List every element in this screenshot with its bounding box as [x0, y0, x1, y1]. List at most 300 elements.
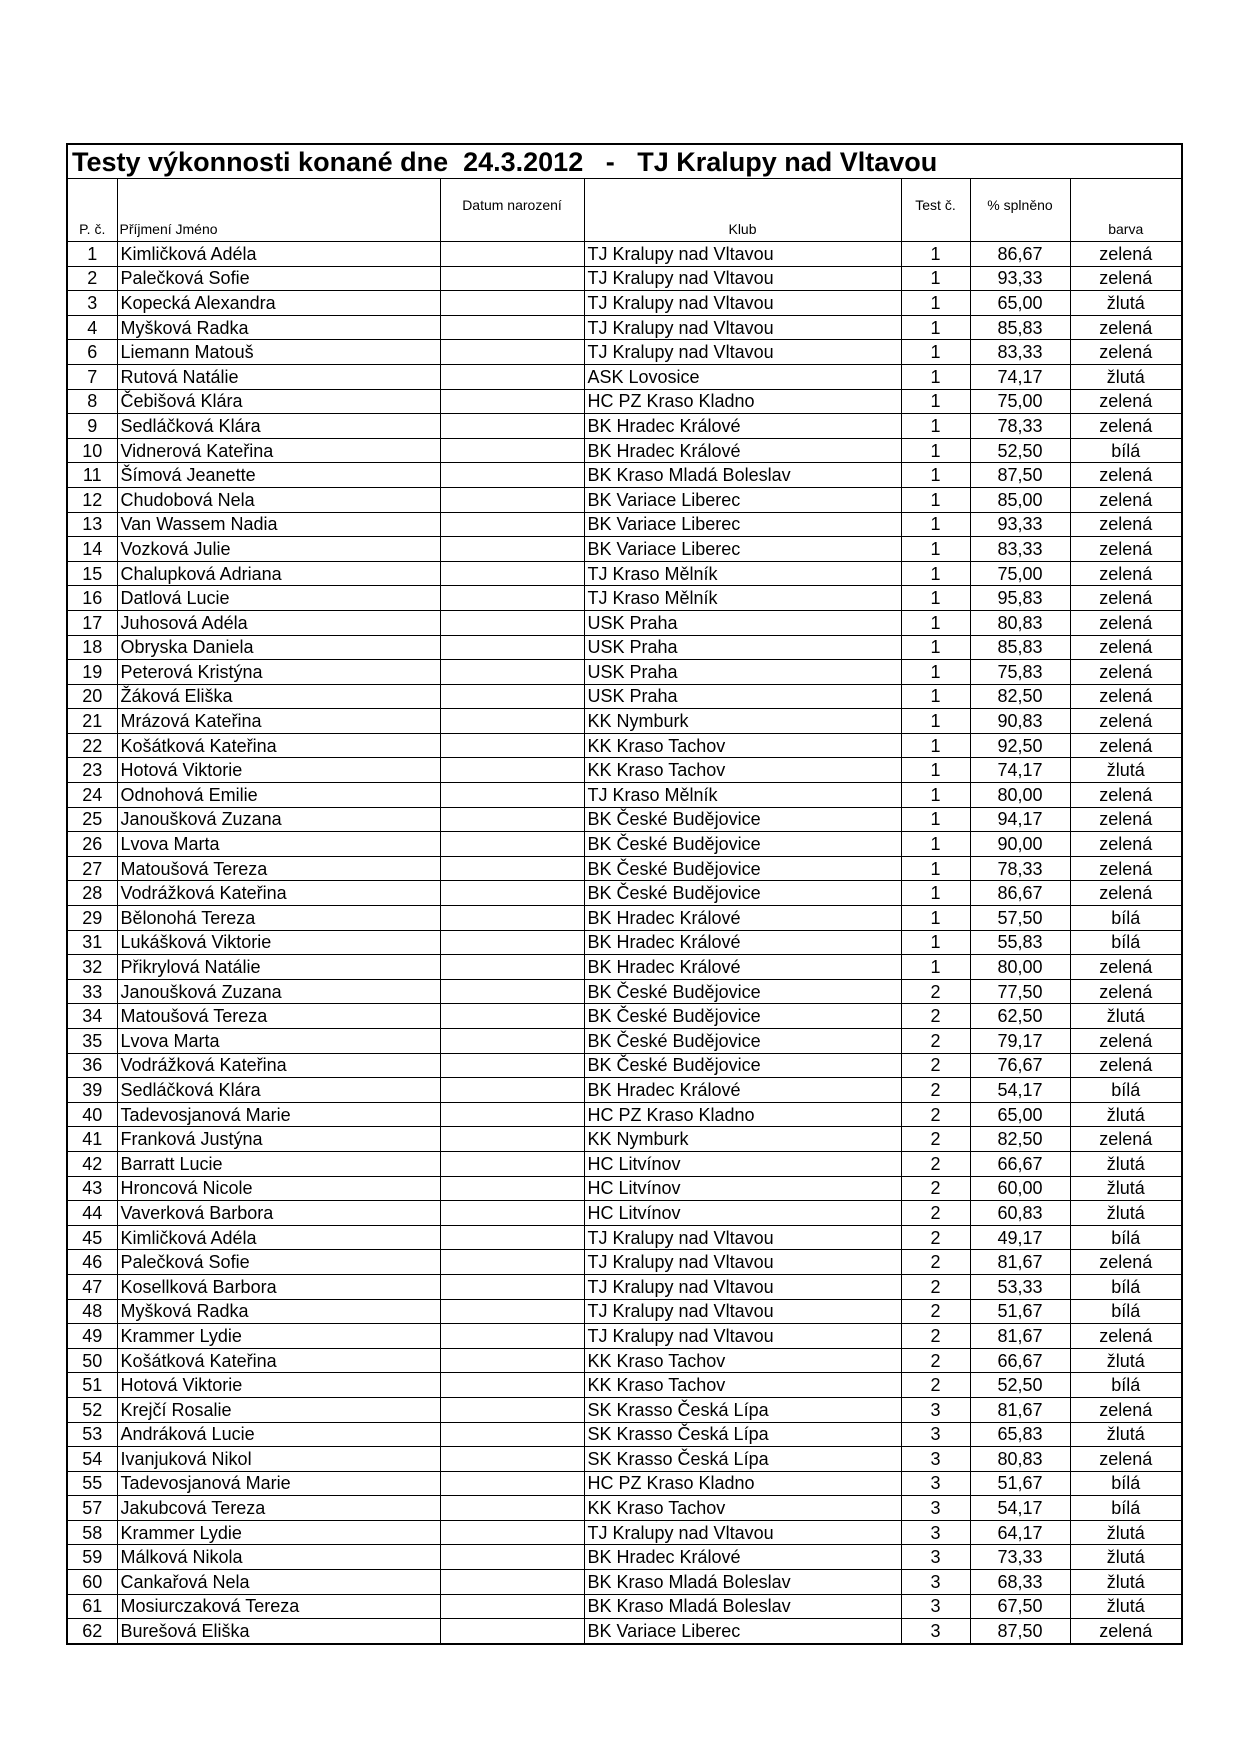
table-row [68, 1102, 1181, 1127]
cell-club: BK Hradec Králové [584, 438, 901, 463]
table-row [68, 561, 1181, 586]
cell-name: Myšková Radka [117, 1299, 440, 1324]
cell-percent-completed: 74,17 [970, 364, 1070, 389]
cell-number: 21 [68, 709, 117, 734]
cell-test-number: 1 [901, 758, 970, 783]
cell-name: Cankařová Nela [117, 1570, 440, 1595]
cell-number: 43 [68, 1176, 117, 1201]
cell-number: 58 [68, 1520, 117, 1545]
cell-birthdate [440, 1471, 584, 1496]
cell-percent-completed: 87,50 [970, 1619, 1070, 1644]
results-table [68, 179, 1181, 1643]
cell-percent-completed: 67,50 [970, 1594, 1070, 1619]
cell-test-number: 2 [901, 1274, 970, 1299]
cell-test-number: 1 [901, 364, 970, 389]
cell-number: 16 [68, 586, 117, 611]
cell-percent-completed: 53,33 [970, 1274, 1070, 1299]
cell-birthdate [440, 1274, 584, 1299]
cell-color: žlutá [1070, 1176, 1181, 1201]
cell-color: zelená [1070, 660, 1181, 685]
cell-number: 11 [68, 463, 117, 488]
cell-color: zelená [1070, 1447, 1181, 1472]
cell-test-number: 2 [901, 1201, 970, 1226]
cell-percent-completed: 75,00 [970, 389, 1070, 414]
cell-color: žlutá [1070, 1594, 1181, 1619]
cell-test-number: 1 [901, 291, 970, 316]
header-number: P. č. [68, 179, 117, 242]
cell-percent-completed: 90,83 [970, 709, 1070, 734]
cell-percent-completed: 65,00 [970, 1102, 1070, 1127]
cell-name: Palečková Sofie [117, 1250, 440, 1275]
cell-number: 47 [68, 1274, 117, 1299]
cell-number: 51 [68, 1373, 117, 1398]
table-row [68, 315, 1181, 340]
table-row [68, 340, 1181, 365]
cell-club: BK České Budějovice [584, 979, 901, 1004]
table-row [68, 1422, 1181, 1447]
cell-number: 29 [68, 906, 117, 931]
cell-percent-completed: 95,83 [970, 586, 1070, 611]
cell-birthdate [440, 1348, 584, 1373]
table-row [68, 266, 1181, 291]
cell-number: 23 [68, 758, 117, 783]
cell-name: Van Wassem Nadia [117, 512, 440, 537]
cell-number: 17 [68, 610, 117, 635]
cell-test-number: 3 [901, 1545, 970, 1570]
header-club: Klub [584, 179, 901, 242]
cell-club: BK Kraso Mladá Boleslav [584, 1570, 901, 1595]
cell-number: 49 [68, 1324, 117, 1349]
cell-color: zelená [1070, 340, 1181, 365]
cell-test-number: 1 [901, 856, 970, 881]
cell-percent-completed: 81,67 [970, 1250, 1070, 1275]
cell-percent-completed: 76,67 [970, 1053, 1070, 1078]
cell-color: zelená [1070, 561, 1181, 586]
table-row [68, 1545, 1181, 1570]
cell-test-number: 1 [901, 881, 970, 906]
cell-color: zelená [1070, 1619, 1181, 1644]
cell-number: 34 [68, 1004, 117, 1029]
cell-number: 19 [68, 660, 117, 685]
cell-percent-completed: 74,17 [970, 758, 1070, 783]
cell-number: 25 [68, 807, 117, 832]
cell-birthdate [440, 1225, 584, 1250]
cell-percent-completed: 49,17 [970, 1225, 1070, 1250]
cell-percent-completed: 81,67 [970, 1324, 1070, 1349]
cell-birthdate [440, 586, 584, 611]
cell-color: zelená [1070, 881, 1181, 906]
cell-club: HC Litvínov [584, 1201, 901, 1226]
table-row [68, 906, 1181, 931]
cell-birthdate [440, 463, 584, 488]
cell-name: Krammer Lydie [117, 1324, 440, 1349]
table-row [68, 242, 1181, 267]
cell-color: bílá [1070, 1274, 1181, 1299]
cell-test-number: 1 [901, 463, 970, 488]
cell-birthdate [440, 1102, 584, 1127]
cell-club: HC PZ Kraso Kladno [584, 1102, 901, 1127]
cell-club: TJ Kralupy nad Vltavou [584, 315, 901, 340]
cell-birthdate [440, 1151, 584, 1176]
table-row [68, 807, 1181, 832]
cell-name: Kosellková Barbora [117, 1274, 440, 1299]
cell-color: bílá [1070, 1225, 1181, 1250]
cell-club: TJ Kraso Mělník [584, 586, 901, 611]
results-body [68, 242, 1181, 1644]
cell-test-number: 1 [901, 315, 970, 340]
cell-birthdate [440, 537, 584, 562]
cell-birthdate [440, 955, 584, 980]
cell-birthdate [440, 1029, 584, 1054]
cell-test-number: 1 [901, 709, 970, 734]
table-row [68, 1078, 1181, 1103]
table-row [68, 389, 1181, 414]
cell-birthdate [440, 807, 584, 832]
cell-percent-completed: 79,17 [970, 1029, 1070, 1054]
cell-color: zelená [1070, 512, 1181, 537]
cell-percent-completed: 93,33 [970, 512, 1070, 537]
table-row [68, 1324, 1181, 1349]
cell-color: žlutá [1070, 1004, 1181, 1029]
cell-percent-completed: 85,83 [970, 315, 1070, 340]
cell-club: KK Nymburk [584, 709, 901, 734]
cell-club: HC Litvínov [584, 1176, 901, 1201]
header-birthdate: Datum narození [440, 179, 584, 242]
cell-percent-completed: 73,33 [970, 1545, 1070, 1570]
cell-number: 13 [68, 512, 117, 537]
cell-test-number: 2 [901, 1127, 970, 1152]
table-row [68, 709, 1181, 734]
cell-birthdate [440, 1299, 584, 1324]
cell-percent-completed: 86,67 [970, 881, 1070, 906]
table-row [68, 832, 1181, 857]
cell-number: 26 [68, 832, 117, 857]
cell-test-number: 1 [901, 635, 970, 660]
cell-color: bílá [1070, 930, 1181, 955]
cell-name: Vodrážková Kateřina [117, 881, 440, 906]
table-row [68, 1619, 1181, 1644]
table-row [68, 1176, 1181, 1201]
cell-test-number: 2 [901, 1053, 970, 1078]
cell-club: USK Praha [584, 635, 901, 660]
cell-club: HC PZ Kraso Kladno [584, 389, 901, 414]
table-row [68, 955, 1181, 980]
cell-club: BK České Budějovice [584, 807, 901, 832]
cell-name: Datlová Lucie [117, 586, 440, 611]
cell-birthdate [440, 512, 584, 537]
cell-number: 28 [68, 881, 117, 906]
table-row [68, 684, 1181, 709]
cell-color: žlutá [1070, 1201, 1181, 1226]
table-row [68, 1274, 1181, 1299]
cell-birthdate [440, 1496, 584, 1521]
cell-number: 22 [68, 733, 117, 758]
cell-birthdate [440, 881, 584, 906]
cell-birthdate [440, 1619, 584, 1644]
cell-number: 44 [68, 1201, 117, 1226]
table-row [68, 537, 1181, 562]
cell-number: 8 [68, 389, 117, 414]
cell-color: bílá [1070, 1471, 1181, 1496]
cell-color: zelená [1070, 315, 1181, 340]
cell-test-number: 2 [901, 1250, 970, 1275]
table-row [68, 979, 1181, 1004]
cell-test-number: 1 [901, 955, 970, 980]
cell-percent-completed: 54,17 [970, 1078, 1070, 1103]
cell-birthdate [440, 414, 584, 439]
cell-number: 1 [68, 242, 117, 267]
cell-birthdate [440, 1176, 584, 1201]
cell-color: zelená [1070, 1250, 1181, 1275]
cell-test-number: 1 [901, 389, 970, 414]
cell-percent-completed: 90,00 [970, 832, 1070, 857]
cell-number: 18 [68, 635, 117, 660]
cell-name: Jakubcová Tereza [117, 1496, 440, 1521]
cell-color: žlutá [1070, 364, 1181, 389]
cell-percent-completed: 85,00 [970, 487, 1070, 512]
cell-club: TJ Kralupy nad Vltavou [584, 1520, 901, 1545]
cell-percent-completed: 52,50 [970, 1373, 1070, 1398]
cell-club: BK Kraso Mladá Boleslav [584, 1594, 901, 1619]
cell-name: Kopecká Alexandra [117, 291, 440, 316]
cell-birthdate [440, 684, 584, 709]
cell-name: Odnohová Emilie [117, 783, 440, 808]
table-row [68, 364, 1181, 389]
cell-name: Matoušová Tereza [117, 856, 440, 881]
cell-birthdate [440, 856, 584, 881]
cell-number: 53 [68, 1422, 117, 1447]
cell-color: zelená [1070, 733, 1181, 758]
cell-color: zelená [1070, 487, 1181, 512]
cell-number: 48 [68, 1299, 117, 1324]
cell-color: bílá [1070, 1496, 1181, 1521]
cell-birthdate [440, 1373, 584, 1398]
cell-birthdate [440, 733, 584, 758]
table-row [68, 1151, 1181, 1176]
cell-name: Liemann Matouš [117, 340, 440, 365]
cell-test-number: 3 [901, 1520, 970, 1545]
cell-name: Mrázová Kateřina [117, 709, 440, 734]
cell-club: USK Praha [584, 684, 901, 709]
header-row [68, 179, 1181, 242]
cell-test-number: 1 [901, 733, 970, 758]
table-row [68, 660, 1181, 685]
cell-club: USK Praha [584, 610, 901, 635]
cell-number: 36 [68, 1053, 117, 1078]
cell-color: zelená [1070, 1053, 1181, 1078]
cell-color: žlutá [1070, 1422, 1181, 1447]
cell-birthdate [440, 979, 584, 1004]
cell-color: zelená [1070, 266, 1181, 291]
cell-percent-completed: 75,83 [970, 660, 1070, 685]
table-row [68, 438, 1181, 463]
cell-test-number: 2 [901, 1225, 970, 1250]
cell-percent-completed: 60,83 [970, 1201, 1070, 1226]
cell-club: TJ Kraso Mělník [584, 561, 901, 586]
table-row [68, 610, 1181, 635]
cell-club: BK České Budějovice [584, 1053, 901, 1078]
cell-color: žlutá [1070, 1545, 1181, 1570]
cell-name: Chudobová Nela [117, 487, 440, 512]
cell-percent-completed: 66,67 [970, 1348, 1070, 1373]
table-row [68, 1447, 1181, 1472]
cell-test-number: 3 [901, 1422, 970, 1447]
cell-birthdate [440, 242, 584, 267]
cell-test-number: 3 [901, 1570, 970, 1595]
table-row [68, 487, 1181, 512]
cell-club: TJ Kralupy nad Vltavou [584, 340, 901, 365]
cell-color: zelená [1070, 1324, 1181, 1349]
cell-percent-completed: 78,33 [970, 414, 1070, 439]
cell-name: Bělonohá Tereza [117, 906, 440, 931]
cell-number: 14 [68, 537, 117, 562]
cell-color: zelená [1070, 586, 1181, 611]
cell-percent-completed: 78,33 [970, 856, 1070, 881]
cell-birthdate [440, 1422, 584, 1447]
cell-birthdate [440, 832, 584, 857]
cell-color: zelená [1070, 242, 1181, 267]
cell-number: 35 [68, 1029, 117, 1054]
cell-test-number: 1 [901, 340, 970, 365]
cell-test-number: 2 [901, 1176, 970, 1201]
cell-color: zelená [1070, 783, 1181, 808]
cell-birthdate [440, 1127, 584, 1152]
cell-name: Lvova Marta [117, 832, 440, 857]
cell-test-number: 1 [901, 930, 970, 955]
cell-number: 50 [68, 1348, 117, 1373]
table-row [68, 856, 1181, 881]
cell-birthdate [440, 758, 584, 783]
cell-number: 59 [68, 1545, 117, 1570]
cell-club: KK Kraso Tachov [584, 733, 901, 758]
cell-color: žlutá [1070, 1348, 1181, 1373]
cell-number: 4 [68, 315, 117, 340]
cell-name: Rutová Natálie [117, 364, 440, 389]
cell-percent-completed: 55,83 [970, 930, 1070, 955]
cell-name: Peterová Kristýna [117, 660, 440, 685]
cell-birthdate [440, 389, 584, 414]
cell-name: Ivanjuková Nikol [117, 1447, 440, 1472]
cell-club: TJ Kralupy nad Vltavou [584, 1324, 901, 1349]
cell-birthdate [440, 1570, 584, 1595]
cell-test-number: 3 [901, 1397, 970, 1422]
cell-club: BK České Budějovice [584, 832, 901, 857]
cell-name: Košátková Kateřina [117, 733, 440, 758]
cell-name: Obryska Daniela [117, 635, 440, 660]
cell-test-number: 1 [901, 487, 970, 512]
cell-birthdate [440, 1545, 584, 1570]
cell-percent-completed: 51,67 [970, 1299, 1070, 1324]
cell-club: BK Variace Liberec [584, 512, 901, 537]
cell-test-number: 3 [901, 1496, 970, 1521]
cell-birthdate [440, 561, 584, 586]
cell-test-number: 2 [901, 1348, 970, 1373]
cell-club: KK Kraso Tachov [584, 1348, 901, 1373]
cell-birthdate [440, 783, 584, 808]
cell-club: TJ Kraso Mělník [584, 783, 901, 808]
cell-club: HC Litvínov [584, 1151, 901, 1176]
cell-club: SK Krasso Česká Lípa [584, 1397, 901, 1422]
cell-number: 2 [68, 266, 117, 291]
cell-club: BK Hradec Králové [584, 906, 901, 931]
table-row [68, 1570, 1181, 1595]
cell-name: Hotová Viktorie [117, 758, 440, 783]
table-row [68, 414, 1181, 439]
table-row [68, 1348, 1181, 1373]
cell-percent-completed: 87,50 [970, 463, 1070, 488]
cell-number: 54 [68, 1447, 117, 1472]
cell-club: BK České Budějovice [584, 1004, 901, 1029]
cell-number: 40 [68, 1102, 117, 1127]
cell-test-number: 1 [901, 266, 970, 291]
cell-percent-completed: 80,83 [970, 610, 1070, 635]
cell-number: 62 [68, 1619, 117, 1644]
cell-percent-completed: 93,33 [970, 266, 1070, 291]
cell-club: USK Praha [584, 660, 901, 685]
cell-club: BK České Budějovice [584, 881, 901, 906]
cell-birthdate [440, 487, 584, 512]
table-row [68, 1373, 1181, 1398]
cell-test-number: 3 [901, 1471, 970, 1496]
cell-color: žlutá [1070, 1570, 1181, 1595]
cell-birthdate [440, 1053, 584, 1078]
cell-test-number: 2 [901, 1102, 970, 1127]
cell-percent-completed: 80,00 [970, 955, 1070, 980]
cell-test-number: 1 [901, 783, 970, 808]
cell-percent-completed: 68,33 [970, 1570, 1070, 1595]
cell-number: 15 [68, 561, 117, 586]
cell-percent-completed: 52,50 [970, 438, 1070, 463]
cell-club: BK Hradec Králové [584, 1078, 901, 1103]
cell-birthdate [440, 291, 584, 316]
cell-percent-completed: 66,67 [970, 1151, 1070, 1176]
cell-name: Chalupková Adriana [117, 561, 440, 586]
cell-color: bílá [1070, 906, 1181, 931]
cell-color: zelená [1070, 635, 1181, 660]
table-row [68, 1250, 1181, 1275]
cell-birthdate [440, 1447, 584, 1472]
cell-color: žlutá [1070, 1520, 1181, 1545]
cell-test-number: 3 [901, 1447, 970, 1472]
cell-color: zelená [1070, 807, 1181, 832]
table-row [68, 1471, 1181, 1496]
cell-birthdate [440, 709, 584, 734]
cell-club: BK Variace Liberec [584, 1619, 901, 1644]
cell-birthdate [440, 1201, 584, 1226]
cell-test-number: 2 [901, 1004, 970, 1029]
cell-number: 10 [68, 438, 117, 463]
cell-club: KK Nymburk [584, 1127, 901, 1152]
cell-name: Krammer Lydie [117, 1520, 440, 1545]
cell-color: zelená [1070, 414, 1181, 439]
cell-club: BK Hradec Králové [584, 414, 901, 439]
cell-test-number: 1 [901, 561, 970, 586]
cell-color: bílá [1070, 1078, 1181, 1103]
cell-percent-completed: 92,50 [970, 733, 1070, 758]
cell-color: bílá [1070, 1373, 1181, 1398]
cell-club: TJ Kralupy nad Vltavou [584, 1299, 901, 1324]
cell-test-number: 1 [901, 438, 970, 463]
cell-color: zelená [1070, 856, 1181, 881]
cell-club: TJ Kralupy nad Vltavou [584, 1250, 901, 1275]
cell-test-number: 1 [901, 610, 970, 635]
cell-name: Přikrylová Natálie [117, 955, 440, 980]
table-row [68, 1053, 1181, 1078]
cell-name: Myšková Radka [117, 315, 440, 340]
cell-number: 42 [68, 1151, 117, 1176]
cell-club: BK České Budějovice [584, 1029, 901, 1054]
cell-test-number: 1 [901, 512, 970, 537]
